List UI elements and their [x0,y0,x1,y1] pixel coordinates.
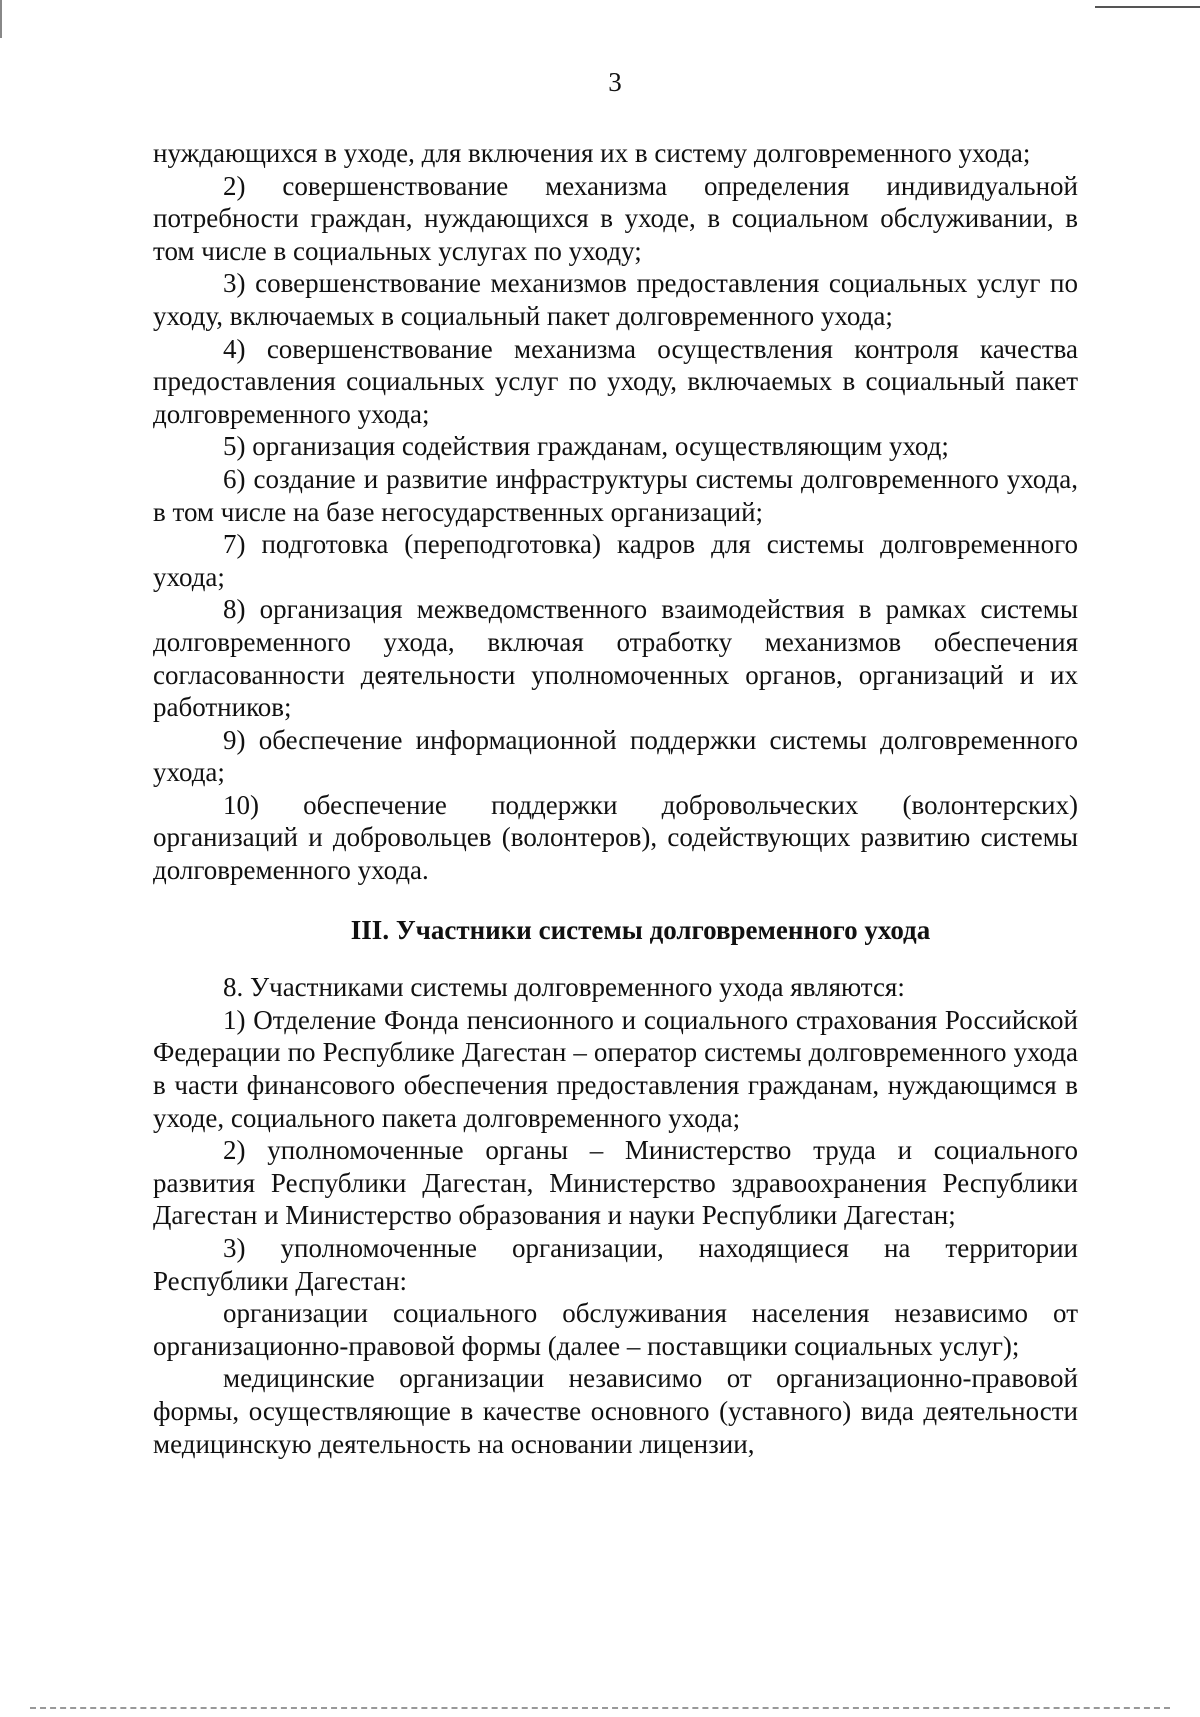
paragraph: 1) Отделение Фонда пенсионного и социального страхования Российской Федерации по Республике Дагестан – оператор системы долговременного ухода в части финансового обеспечения предоставления гражданам, нуждающимся в уходе, социального пакета долговременного ухода; [153,1004,1078,1133]
paragraph: 3) совершенствование механизмов предоставления социальных услуг по уходу, включаемых в социальный пакет долговременного ухода; [153,268,1078,331]
paragraph: 2) уполномоченные органы – Министерство труда и социального развития Республики Дагестан, Министерство здравоохранения Республики Дагестан и Министерство образования и науки Республики Дагестан; [153,1135,1078,1231]
paragraph: 8) организация межведомственного взаимодействия в рамках системы долговременного ухода, включая отработку механизмов обеспечения согласованности деятельности уполномоченных органов, организаций и их работников; [153,594,1078,723]
paragraph: нуждающихся в уходе, для включения их в систему долговременного ухода; [153,138,1031,168]
paragraph: 2) совершенствование механизма определения индивидуальной потребности граждан, нуждающихся в уходе, в социальном обслуживании, в том числе в социальных услугах по уходу; [153,170,1078,266]
scan-edge-top [1095,6,1200,8]
paragraph: 3) уполномоченные организации, находящиеся на территории Республики Дагестан: [153,1233,1078,1296]
paragraph: 9) обеспечение информационной поддержки системы долговременного ухода; [153,724,1078,788]
scan-edge-bottom [30,1707,1170,1709]
paragraph: 4) совершенствование механизма осуществления контроля качества предоставления социальных услуг по уходу, включаемых в социальный пакет долговременного ухода; [153,333,1078,429]
paragraph: 5) организация содействия гражданам, осуществляющим уход; [223,431,949,462]
paragraph: 10) обеспечение поддержки добровольческих (волонтерских) организаций и добровольцев (волонтеров), содействующих развитию системы долговременного ухода. [153,789,1078,886]
paragraph: организации социального обслуживания населения независимо от организационно-правовой формы (далее – поставщики социальных услуг); [153,1298,1078,1361]
list-items-section-2 [153,137,1078,887]
participants-section [153,971,1078,1460]
paragraph: 7) подготовка (переподготовка) кадров для системы долговременного ухода; [153,529,1078,592]
paragraph: медицинские организации независимо от организационно-правовой формы, осуществляющие в качестве основного (уставного) вида деятельности медицинскую деятельность на основании лицензии, [153,1363,1078,1459]
page-number: 3 [608,67,622,97]
paragraph: 8. Участниками системы долговременного ухода являются: [223,972,905,1003]
document-body [153,137,1078,1460]
scan-edge-left [0,0,2,38]
section-heading: III. Участники системы долговременного ухода [350,914,931,945]
paragraph: 6) создание и развитие инфраструктуры системы долговременного ухода, в том числе на базе негосударственных организаций; [153,463,1078,527]
